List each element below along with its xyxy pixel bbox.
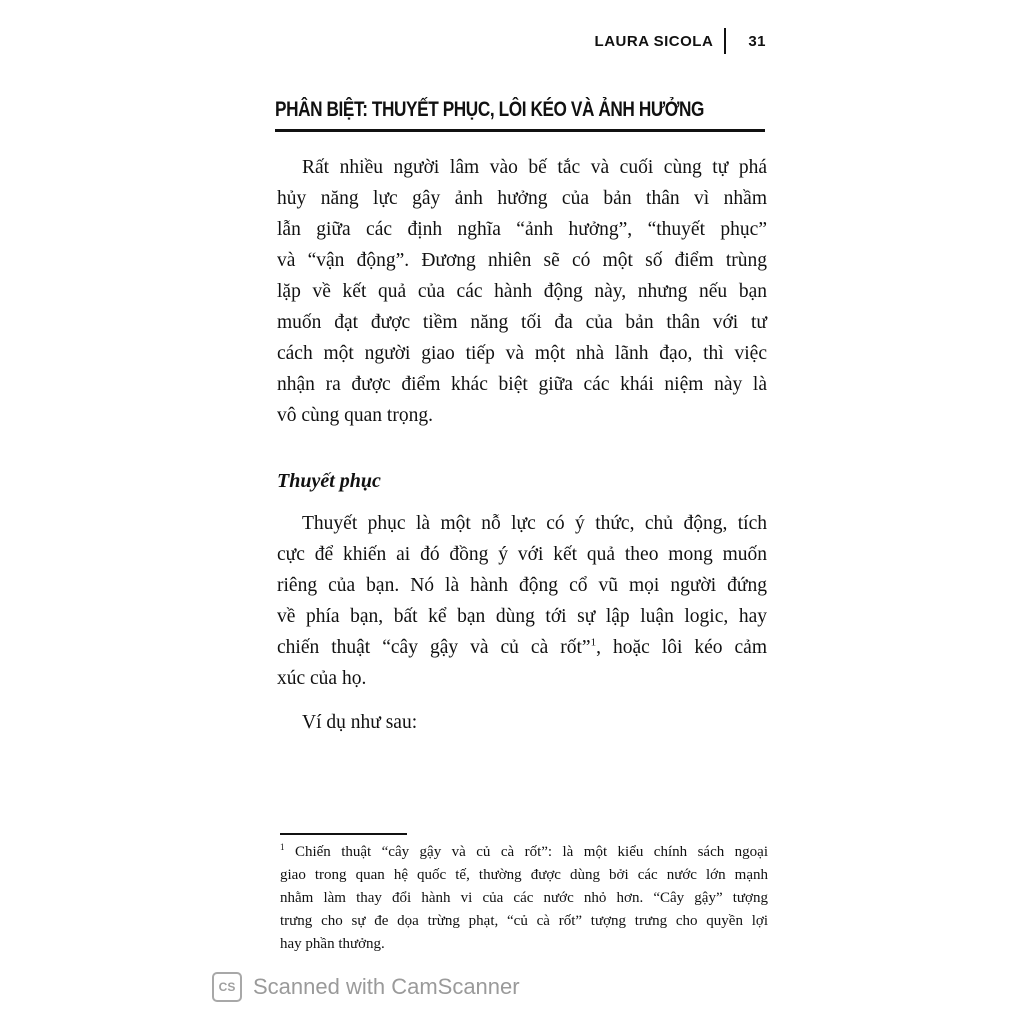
running-header <box>595 28 766 54</box>
footnote-line: hay phần thưởng. <box>280 936 385 952</box>
paragraph-line: riêng của bạn. Nó là hành động cổ vũ mọi người đứng <box>277 575 767 596</box>
example-paragraph <box>277 707 767 738</box>
footnote-line: giao trong quan hệ quốc tế, thường được dùng bởi các nước lớn mạnh <box>280 867 768 883</box>
paragraph-line: muốn đạt được tiềm năng tối đa của bản thân với tư <box>277 312 767 333</box>
page-number: 31 <box>748 32 766 50</box>
paragraph-line: cực để khiến ai đó đồng ý với kết quả theo mong muốn <box>277 544 767 565</box>
camscanner-watermark <box>212 972 520 1002</box>
title-underline <box>275 129 765 132</box>
footnote-line: nhằm làm thay đổi hành vi của các nước nhỏ hơn. “Cây gậy” tượng <box>280 890 768 906</box>
example-line: Ví dụ như sau: <box>302 712 418 733</box>
watermark-text: Scanned with CamScanner <box>253 974 520 999</box>
paragraph-line: về phía bạn, bất kể bạn dùng tới sự lập luận logic, hay <box>277 606 767 627</box>
paragraph-line: và “vận động”. Đương nhiên sẽ có một số điểm trùng <box>277 250 767 271</box>
paragraph-line: nhận ra được điểm khác biệt giữa các khái niệm này là <box>277 374 767 395</box>
line-text-after-ref: , hoặc lôi kéo cảm <box>596 637 768 658</box>
footnote-divider <box>280 833 407 835</box>
footnote-line <box>280 841 768 864</box>
line-text-before-ref: chiến thuật “cây gậy và củ cà rốt” <box>277 637 591 658</box>
paragraph-line-with-footnote <box>277 632 767 663</box>
paragraph-line: lặp về kết quả của các hành động này, nhưng nếu bạn <box>277 281 767 302</box>
paragraph-line: Rất nhiều người lâm vào bế tắc và cuối cùng tự phá <box>302 157 767 178</box>
intro-paragraph <box>277 152 767 431</box>
paragraph-line: xúc của họ. <box>277 668 367 689</box>
author-name: LAURA SICOLA <box>594 32 714 50</box>
paragraph-line: hủy năng lực gây ảnh hưởng của bản thân vì nhầm <box>277 188 767 209</box>
footnote-line: trưng cho sự đe dọa trừng phạt, “củ cà rốt” tượng trưng cho quyền lợi <box>280 913 768 929</box>
paragraph-line: cách một người giao tiếp và một nhà lãnh đạo, thì việc <box>277 343 767 364</box>
paragraph-line: vô cùng quan trọng. <box>277 405 433 426</box>
paragraph-line: lẫn giữa các định nghĩa “ảnh hưởng”, “thuyết phục” <box>277 219 767 240</box>
persuasion-paragraph <box>277 508 767 694</box>
paragraph-line: Thuyết phục là một nỗ lực có ý thức, chủ động, tích <box>302 513 767 534</box>
footnote <box>280 841 768 956</box>
section-title: PHÂN BIỆT: THUYẾT PHỤC, LÔI KÉO VÀ ẢNH HƯỞNG <box>275 98 705 121</box>
footnote-reference[interactable]: 1 <box>590 636 597 649</box>
footnote-marker: 1 <box>280 842 285 852</box>
subheading: Thuyết phục <box>277 470 381 492</box>
footnote-line-text: Chiến thuật “cây gậy và củ cà rốt”: là một kiểu chính sách ngoại <box>284 844 768 860</box>
camscanner-logo-icon: CS <box>212 972 242 1002</box>
